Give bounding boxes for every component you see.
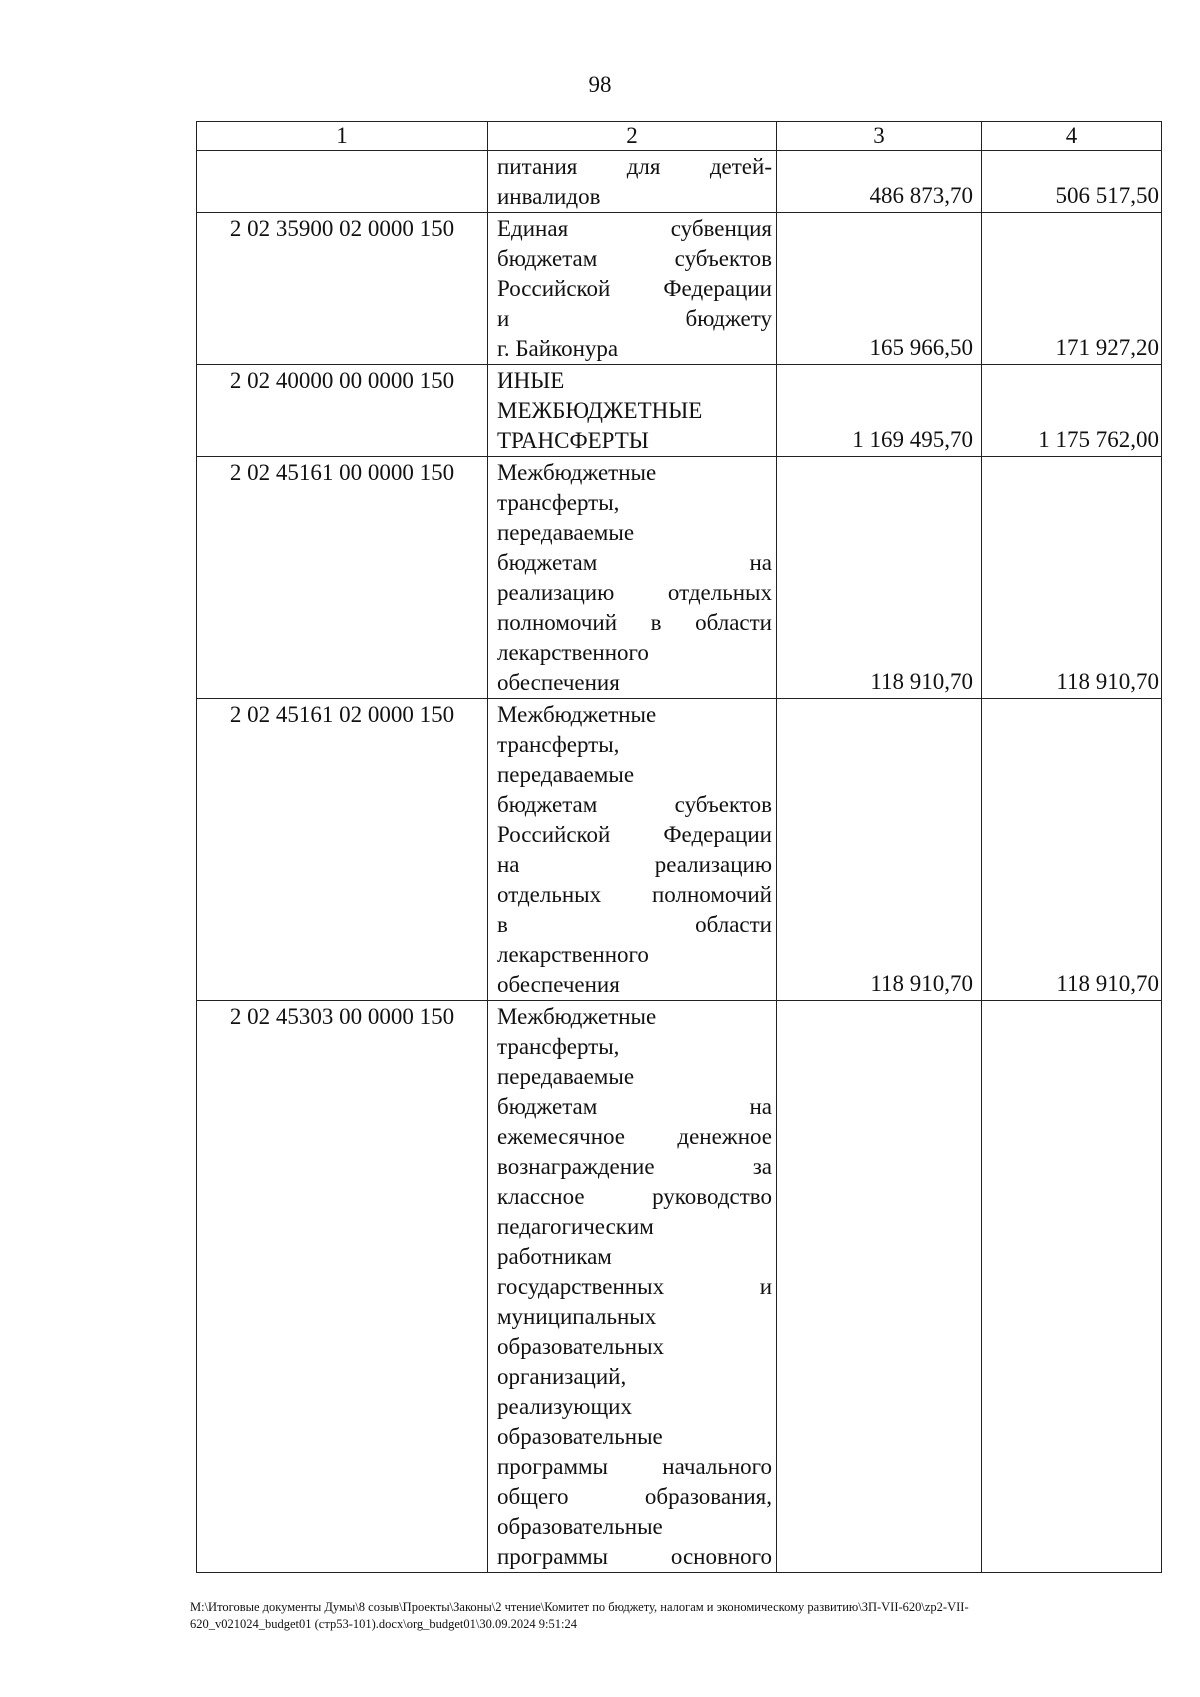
description-line: передаваемые: [497, 762, 635, 787]
table-row: [197, 365, 1162, 457]
document-footer: [190, 1599, 1150, 1633]
description-line: классное руководство: [497, 1184, 772, 1209]
income-code-cell: 2 02 45303 00 0000 150: [197, 1001, 488, 1573]
description-line: бюджетам на: [497, 550, 772, 575]
description-line: ИНЫЕ: [497, 368, 565, 393]
description-line: отдельных полномочий: [497, 882, 772, 907]
description-line: вознаграждение за: [497, 1154, 772, 1179]
description-line: общего образования,: [497, 1484, 772, 1509]
column-header-1: 1: [197, 122, 488, 151]
income-code-cell: 2 02 45161 02 0000 150: [197, 699, 488, 1001]
description-line: в области: [497, 912, 772, 937]
description-cell: [488, 457, 777, 699]
description-line: педагогическим: [497, 1214, 654, 1239]
amount-column-4-cell: 506 517,50: [982, 151, 1162, 213]
description-line: Межбюджетные: [497, 1004, 657, 1029]
amount-column-4-cell: 1 175 762,00: [982, 365, 1162, 457]
description-line: государственных и: [497, 1274, 772, 1299]
amount-column-3-cell: [777, 1001, 982, 1573]
description-line: трансферты,: [497, 1034, 620, 1059]
page-number: 98: [588, 72, 612, 97]
description-cell: [488, 151, 777, 213]
description-line: на реализацию: [497, 852, 772, 877]
income-code-cell: [197, 151, 488, 213]
description-line: полномочий в области: [497, 610, 772, 635]
description-line: трансферты,: [497, 490, 620, 515]
amount-column-3-cell: 118 910,70: [777, 699, 982, 1001]
description-line: Российской Федерации: [497, 822, 772, 847]
amount-column-4-cell: [982, 1001, 1162, 1573]
column-header-4: 4: [982, 122, 1162, 151]
description-line: трансферты,: [497, 732, 620, 757]
table-body: [197, 122, 1162, 1573]
amount-column-3-cell: 118 910,70: [777, 457, 982, 699]
description-line: инвалидов: [497, 184, 601, 209]
footer-path-line-1: M:\Итоговые документы Думы\8 созыв\Проекты\Законы\2 чтение\Комитет по бюджету, налогам и экономическому развитию\ЗП-VII-620\zp2-VII-: [190, 1600, 969, 1614]
description-line: лекарственного: [497, 942, 649, 967]
budget-table: [196, 121, 1162, 1573]
description-cell: [488, 699, 777, 1001]
description-line: Единая субвенция: [497, 216, 772, 241]
description-line: обеспечения: [497, 972, 620, 997]
description-line: бюджетам на: [497, 1094, 772, 1119]
amount-column-3-cell: 165 966,50: [777, 213, 982, 365]
description-line: ежемесячное денежное: [497, 1124, 772, 1149]
description-line: обеспечения: [497, 670, 620, 695]
amount-column-3-cell: 486 873,70: [777, 151, 982, 213]
description-line: лекарственного: [497, 640, 649, 665]
description-line: образовательные: [497, 1424, 663, 1449]
column-header-3: 3: [777, 122, 982, 151]
amount-column-4-cell: 118 910,70: [982, 457, 1162, 699]
description-line: передаваемые: [497, 1064, 635, 1089]
description-line: питания для детей-: [497, 154, 772, 179]
table-header-row: [197, 122, 1162, 151]
description-cell: [488, 365, 777, 457]
footer-path-line-2: 620_v021024_budget01 (стр53-101).docx\org_budget01\30.09.2024 9:51:24: [190, 1617, 577, 1631]
description-line: г. Байконура: [497, 336, 619, 361]
description-line: программы начального: [497, 1454, 772, 1479]
income-code-cell: 2 02 45161 00 0000 150: [197, 457, 488, 699]
description-line: работникам: [497, 1244, 612, 1269]
amount-column-4-cell: 171 927,20: [982, 213, 1162, 365]
description-line: реализующих: [497, 1394, 632, 1419]
column-header-2: 2: [488, 122, 777, 151]
amount-column-4-cell: 118 910,70: [982, 699, 1162, 1001]
description-line: бюджетам субъектов: [497, 792, 772, 817]
description-line: реализацию отдельных: [497, 580, 772, 605]
table-row: [197, 213, 1162, 365]
description-line: и бюджету: [497, 306, 772, 331]
description-line: ТРАНСФЕРТЫ: [497, 428, 649, 453]
description-line: МЕЖБЮДЖЕТНЫЕ: [497, 398, 703, 423]
description-line: передаваемые: [497, 520, 635, 545]
income-code-cell: 2 02 35900 02 0000 150: [197, 213, 488, 365]
table-row: [197, 699, 1162, 1001]
description-line: Межбюджетные: [497, 702, 657, 727]
income-code-cell: 2 02 40000 00 0000 150: [197, 365, 488, 457]
amount-column-3-cell: 1 169 495,70: [777, 365, 982, 457]
description-line: организаций,: [497, 1364, 627, 1389]
table-row: [197, 151, 1162, 213]
description-line: образовательные: [497, 1514, 663, 1539]
description-line: бюджетам субъектов: [497, 246, 772, 271]
description-line: образовательных: [497, 1334, 665, 1359]
table-row: [197, 1001, 1162, 1573]
description-cell: [488, 1001, 777, 1573]
description-line: Российской Федерации: [497, 276, 772, 301]
description-line: муниципальных: [497, 1304, 657, 1329]
table-row: [197, 457, 1162, 699]
description-cell: [488, 213, 777, 365]
description-line: Межбюджетные: [497, 460, 657, 485]
description-line: программы основного: [497, 1544, 772, 1569]
